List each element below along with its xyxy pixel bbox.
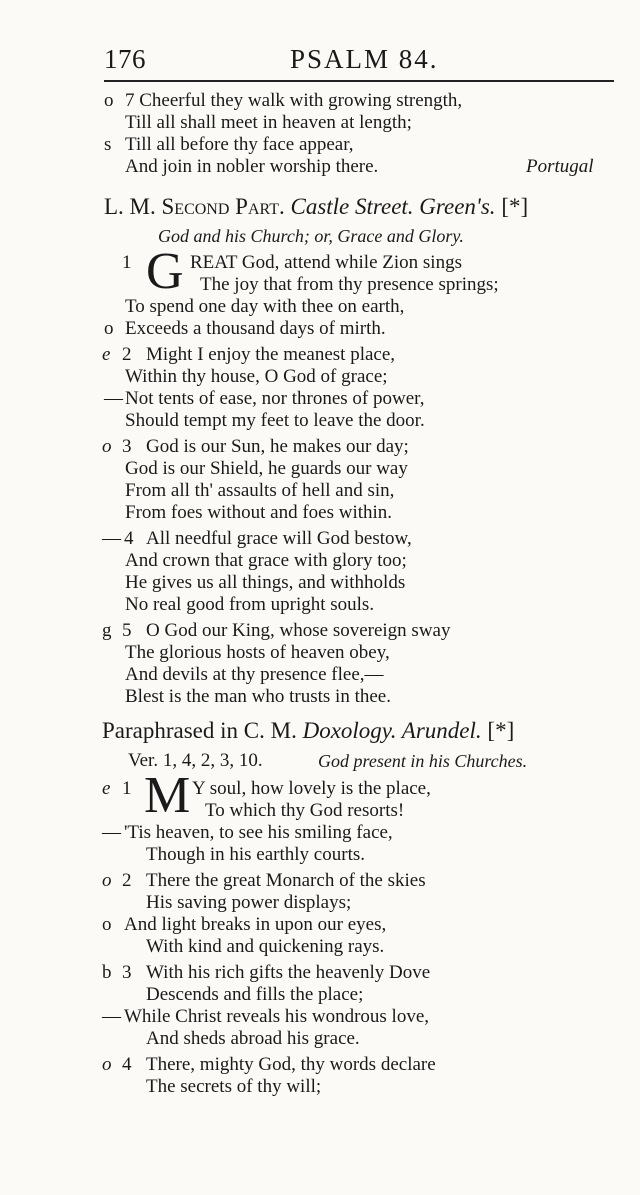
drop-cap: M <box>144 767 191 824</box>
drop-cap: G <box>146 243 184 300</box>
verse-line: Descends and fills the place; <box>146 984 364 1005</box>
page-number: 176 <box>104 44 146 74</box>
line-mark: — <box>102 822 121 843</box>
line-mark: o <box>102 870 112 891</box>
verse-line: The joy that from thy presence springs; <box>200 274 499 295</box>
verse-line: Should tempt my feet to leave the door. <box>125 410 425 431</box>
stanza-number: 5 <box>122 620 132 641</box>
heading-meter: Paraphrased in C. M. <box>102 718 297 743</box>
heading-tunes: Castle Street. Green's. <box>290 194 496 219</box>
stanza-number: 3 <box>122 436 132 457</box>
line-mark: o <box>102 436 112 457</box>
verse-line: Till all before thy face appear, <box>125 134 354 155</box>
verse-line: From foes without and foes within. <box>125 502 393 523</box>
verse-line: God is our Shield, he guards our way <box>125 458 408 479</box>
verse-line: His saving power displays; <box>146 892 352 913</box>
verses-reference: Ver. 1, 4, 2, 3, 10. <box>128 750 263 771</box>
verse-line: To which thy God resorts! <box>205 800 405 821</box>
verse-line: Y soul, how lovely is the place, <box>192 778 431 799</box>
verse-line: And join in nobler worship there. <box>125 156 379 177</box>
stanza-number: 1 <box>122 778 132 799</box>
section-heading <box>104 194 528 220</box>
verse-line: While Christ reveals his wondrous love, <box>124 1006 430 1027</box>
running-header <box>104 44 614 84</box>
section-subtitle: God and his Church; or, Grace and Glory. <box>158 226 464 246</box>
verse-line: The secrets of thy will; <box>146 1076 322 1097</box>
verse-line: There, mighty God, thy words declare <box>146 1054 436 1075</box>
verse-line: From all th' assaults of hell and sin, <box>125 480 395 501</box>
stanza-number: 3 <box>122 962 132 983</box>
line-mark: g <box>102 620 112 641</box>
line-mark: e <box>102 778 111 799</box>
verse-line: Though in his earthly courts. <box>146 844 365 865</box>
verse-line: REAT God, attend while Zion sings <box>190 252 462 273</box>
verse-line: Exceeds a thousand days of mirth. <box>125 318 386 339</box>
verse-line: And devils at thy presence flee,— <box>125 664 384 685</box>
stanza-number: 4 <box>124 528 134 549</box>
verse-line: God is our Sun, he makes our day; <box>146 436 409 457</box>
verse-line: 'Tis heaven, to see his smiling face, <box>124 822 393 843</box>
line-mark: — <box>102 1006 121 1027</box>
verse-line: Blest is the man who trusts in thee. <box>125 686 391 707</box>
header-rule <box>104 80 614 82</box>
line-mark: b <box>102 962 112 983</box>
verse-line: Might I enjoy the meanest place, <box>146 344 396 365</box>
stanza-number: 4 <box>122 1054 132 1075</box>
paraphrase-heading <box>102 718 514 744</box>
verse-line: With kind and quickening rays. <box>146 936 385 957</box>
verse-line: Within thy house, O God of grace; <box>125 366 388 387</box>
tune-credit: Portugal <box>526 156 594 177</box>
verse-line: No real good from upright souls. <box>125 594 375 615</box>
verse-line: To spend one day with thee on earth, <box>125 296 405 317</box>
heading-mark: [*] <box>501 194 529 219</box>
verse-line: And light breaks in upon our eyes, <box>124 914 387 935</box>
line-mark: — <box>102 528 121 549</box>
verse-line: He gives us all things, and withholds <box>125 572 406 593</box>
line-mark: s <box>104 134 112 155</box>
verse-line: Till all shall meet in heaven at length; <box>125 112 412 133</box>
stanza-number: 2 <box>122 344 132 365</box>
line-mark: e <box>102 344 111 365</box>
page-title: PSALM 84. <box>290 44 439 74</box>
heading-mark: [*] <box>487 718 515 743</box>
heading-meter: L. M. Second Part. <box>104 194 285 219</box>
verse-line: The glorious hosts of heaven obey, <box>125 642 390 663</box>
verse-line: Not tents of ease, nor thrones of power, <box>125 388 425 409</box>
section-subtitle: God present in his Churches. <box>318 751 528 771</box>
verse-line: With his rich gifts the heavenly Dove <box>146 962 431 983</box>
stanza-number: 2 <box>122 870 132 891</box>
verse-line: And sheds abroad his grace. <box>146 1028 360 1049</box>
verse-line: All needful grace will God bestow, <box>146 528 412 549</box>
verse-line: O God our King, whose sovereign sway <box>146 620 451 641</box>
verse-line: And crown that grace with glory too; <box>125 550 407 571</box>
line-mark: o <box>104 318 114 339</box>
verse-line: 7 Cheerful they walk with growing strength, <box>125 90 463 111</box>
line-mark: — <box>104 388 123 409</box>
heading-tunes: Doxology. Arundel. <box>302 718 482 743</box>
line-mark: o <box>102 1054 112 1075</box>
stanza-number: 1 <box>122 252 132 273</box>
line-mark: o <box>102 914 112 935</box>
line-mark: o <box>104 90 114 111</box>
verse-line: There the great Monarch of the skies <box>146 870 426 891</box>
